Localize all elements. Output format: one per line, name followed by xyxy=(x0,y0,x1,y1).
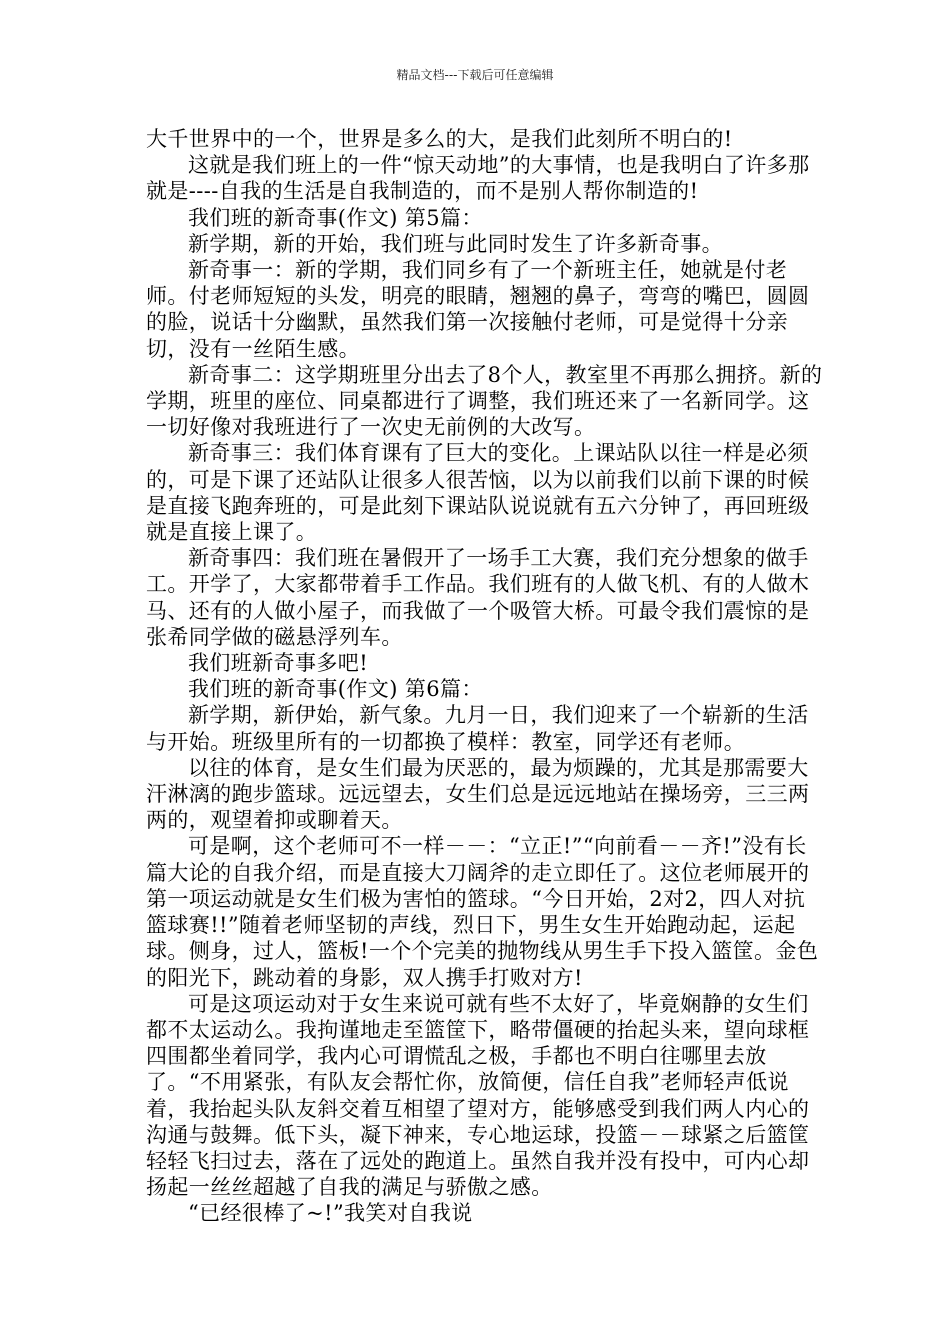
section-heading: 我们班的新奇事(作文) 第5篇： xyxy=(188,205,483,230)
paragraph: 可是这项运动对于女生来说可就有些不太好了，毕竟娴静的女生们都不太运动么。我拘谨地走至篮筐下，略带僵硬的抬起头来，望向球框四围都坐着同学，我内心可谓慌乱之极，手都也不明白往哪里去放了。“不用紧张，有队友会帮忙你，放简便，信任自我”老师轻声低说着，我抬起头队友斜交着互相望了望对方，能够感受到我们两人内心的沟通与鼓舞。低下头，凝下神来，专心地运球，投篮－－球紧之后篮筐轻轻飞扫过去，落在了远处的跑道上。虽然自我并没有投中，可内心却扬起一丝丝超越了自我的满足与骄傲之感。 xyxy=(146,991,810,1200)
paragraph: 新学期，新伊始，新气象。九月一日，我们迎来了一个崭新的生活与开始。班级里所有的一切都换了模样：教室，同学还有老师。 xyxy=(146,703,809,754)
paragraph: 新学期，新的开始，我们班与此同时发生了许多新奇事。 xyxy=(188,231,723,256)
paragraph: 这就是我们班上的一件“惊天动地”的大事情，也是我明白了许多那就是----自我的生活是自我制造的，而不是别人帮你制造的! xyxy=(146,153,810,204)
document-body xyxy=(146,126,826,1227)
paragraph: 可是啊，这个老师可不一样－－：“立正!”“向前看－－齐!”没有长篇大论的自我介绍，而是直接大刀阔斧的走立即任了。这位老师展开的第一项运动就是女生们极为害怕的篮球。“今日开始，2对2，四人对抗篮球赛!!”随着老师坚韧的声线，烈日下，男生女生开始跑动起，运起球。侧身，过人，篮板!一个个完美的抛物线从男生手下投入篮筐。金色的阳光下，跳动着的身影，双人携手打败对方! xyxy=(146,834,819,990)
paragraph: 新奇事四：我们班在暑假开了一场手工大赛，我们充分想象的做手工。开学了，大家都带着手工作品。我们班有的人做飞机、有的人做木马、还有的人做小屋子，而我做了一个吸管大桥。可最令我们震惊的是张希同学做的磁悬浮列车。 xyxy=(146,546,810,649)
paragraph: 新奇事一：新的学期，我们同乡有了一个新班主任，她就是付老师。付老师短短的头发，明亮的眼睛，翘翘的鼻子，弯弯的嘴巴，圆圆的脸，说话十分幽默，虽然我们第一次接触付老师，可是觉得十分亲切，没有一丝陌生感。 xyxy=(146,258,810,361)
page-header: 精品文档---下载后可任意编辑 xyxy=(396,68,554,82)
paragraph: 以往的体育，是女生们最为厌恶的，最为烦躁的，尤其是那需要大汗淋漓的跑步篮球。远远望去，女生们总是远远地站在操场旁，三三两两的，观望着抑或聊着天。 xyxy=(146,755,810,833)
paragraph: “已经很棒了~!”我笑对自我说 xyxy=(188,1201,473,1226)
paragraph: 我们班新奇事多吧! xyxy=(188,651,369,676)
paragraph: 新奇事二：这学期班里分出去了8个人，教室里不再那么拥挤。新的学期，班里的座位、同桌都进行了调整，我们班还来了一名新同学。这一切好像对我班进行了一次史无前例的大改写。 xyxy=(146,362,823,440)
section-heading: 我们班的新奇事(作文) 第6篇： xyxy=(188,677,483,702)
paragraph: 新奇事三：我们体育课有了巨大的变化。上课站队以往一样是必须的，可是下课了还站队让很多人很苦恼，以为以前我们以前下课的时候是直接飞跑奔班的，可是此刻下课站队说说就有五六分钟了，再回班级就是直接上课了。 xyxy=(146,441,810,545)
paragraph: 大千世界中的一个，世界是多么的大，是我们此刻所不明白的! xyxy=(146,127,733,151)
